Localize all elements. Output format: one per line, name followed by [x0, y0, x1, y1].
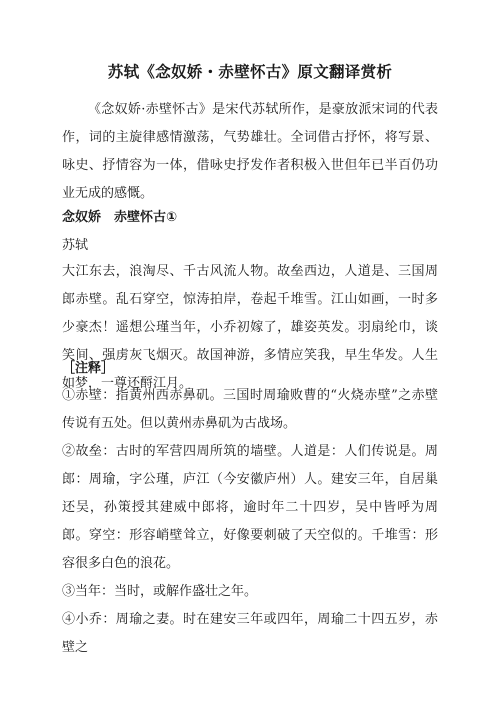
- notes-heading: ［注释］: [62, 361, 115, 376]
- poem-heading: 念奴娇 赤壁怀古①: [62, 210, 178, 225]
- intro-paragraph: 《念奴娇·赤壁怀古》是宋代苏轼所作，是豪放派宋词的代表作，词的主旋律感情激荡，气势雄壮。全词借古抒怀，将写景、咏史、抒情容为一体，借咏史抒发作者积极入世但年已半百仍功业无成的感慨。: [62, 102, 438, 201]
- note-item-2: ②故垒：古时的军营四周所筑的墙壁。人道是：人们传说是。周郎：周瑜，字公瑾，庐江（今安徽庐州）人。建安三年，自居巢还吴，孙策授其建威中郎将，逾时年二十四岁，吴中皆呼为周郎。穿空：形容峭壁耸立，好像要刺破了天空似的。千堆雪：形容很多白色的浪花。: [62, 444, 438, 571]
- poem-author: 苏轼: [62, 238, 89, 253]
- poem-text: 大江东去，浪淘尽、千古风流人物。故垒西边，人道是、三国周郎赤壁。乱石穿空，惊涛拍岸，卷起千堆雪。江山如画，一时多少豪杰！遥想公瑾当年，小乔初嫁了，雄姿英发。羽扇纶巾，谈笑间、强虏灰飞烟灭。故国神游，多情应笑我，早生华发。人生如梦，一尊还酹江月。: [62, 264, 438, 391]
- note-item-3: ③当年：当时，或解作盛壮之年。: [62, 584, 258, 599]
- note-item-4: ④小乔：周瑜之妻。时在建安三年或四年，周瑜二十四五岁，赤壁之: [62, 612, 438, 655]
- notes-list: [62, 382, 438, 662]
- page-title: 苏轼《念奴娇・赤壁怀古》原文翻译赏析: [107, 63, 393, 81]
- note-item-1: ①赤壁：指黄州西赤鼻矶。三国时周瑜败曹的“火烧赤壁”之赤壁传说有五处。但以黄州赤鼻矶为古战场。: [62, 388, 438, 431]
